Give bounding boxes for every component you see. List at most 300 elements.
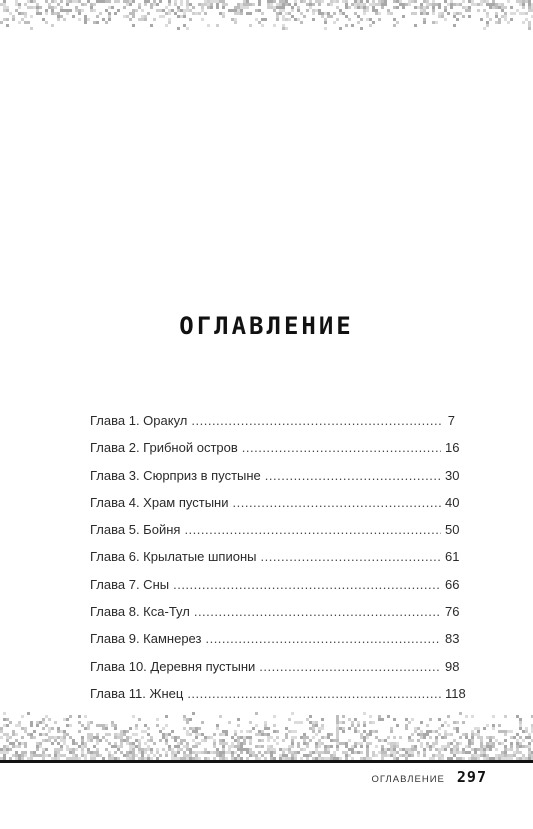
pixel — [3, 745, 6, 748]
pixel — [144, 0, 147, 3]
pixel — [66, 3, 69, 6]
pixel — [393, 751, 396, 754]
pixel — [342, 715, 345, 718]
pixel — [294, 721, 297, 724]
pixel — [219, 739, 222, 742]
pixel — [45, 748, 48, 751]
pixel — [198, 742, 201, 745]
pixel — [60, 739, 63, 742]
pixel — [246, 12, 249, 15]
pixel — [384, 0, 387, 3]
pixel — [495, 754, 498, 757]
pixel — [432, 12, 435, 15]
pixel — [279, 0, 282, 3]
pixel — [363, 9, 366, 12]
pixel — [90, 721, 93, 724]
pixel — [465, 9, 468, 12]
pixel — [243, 739, 246, 742]
pixel — [381, 3, 384, 6]
pixel — [528, 754, 531, 757]
pixel — [276, 15, 279, 18]
pixel — [408, 754, 411, 757]
toc-entry-page: 118 — [445, 685, 466, 701]
pixel — [135, 739, 138, 742]
pixel — [45, 754, 48, 757]
pixel — [342, 727, 345, 730]
toc-entry-page: 50 — [445, 522, 460, 538]
pixel — [519, 724, 522, 727]
pixel — [222, 751, 225, 754]
pixel — [213, 0, 216, 3]
pixel — [423, 21, 426, 24]
toc-entry[interactable] — [90, 576, 460, 604]
pixel — [114, 0, 117, 3]
pixel — [339, 721, 342, 724]
pixel — [381, 751, 384, 754]
pixel — [147, 739, 150, 742]
pixel — [468, 742, 471, 745]
pixel — [282, 751, 285, 754]
pixel — [210, 6, 213, 9]
pixel — [309, 6, 312, 9]
pixel — [162, 9, 165, 12]
pixel — [459, 12, 462, 15]
pixel — [276, 18, 279, 21]
pixel — [357, 3, 360, 6]
pixel — [477, 748, 480, 751]
pixel — [60, 9, 63, 12]
pixel — [246, 748, 249, 751]
pixel — [327, 745, 330, 748]
pixel — [69, 748, 72, 751]
toc-entry[interactable] — [90, 440, 460, 467]
pixel — [156, 748, 159, 751]
pixel — [471, 715, 474, 718]
pixel — [237, 724, 240, 727]
pixel — [279, 754, 282, 757]
pixel — [291, 15, 294, 18]
pixel — [525, 730, 528, 733]
pixel — [72, 751, 75, 754]
toc-leader-dots — [233, 495, 442, 511]
pixel — [6, 724, 9, 727]
pixel — [21, 742, 24, 745]
pixel — [18, 742, 21, 745]
pixel — [138, 748, 141, 751]
pixel — [204, 751, 207, 754]
pixel — [204, 736, 207, 739]
pixel — [93, 745, 96, 748]
pixel — [375, 12, 378, 15]
pixel — [60, 0, 63, 3]
pixel — [153, 3, 156, 6]
pixel — [36, 742, 39, 745]
pixel — [471, 730, 474, 733]
pixel — [165, 736, 168, 739]
toc-entry[interactable] — [90, 631, 460, 658]
pixel — [63, 754, 66, 757]
pixel — [186, 745, 189, 748]
pixel — [132, 751, 135, 754]
pixel — [30, 751, 33, 754]
pixel — [189, 18, 192, 21]
pixel — [207, 3, 210, 6]
pixel — [444, 730, 447, 733]
pixel — [129, 745, 132, 748]
pixel — [216, 6, 219, 9]
pixel — [108, 0, 111, 3]
pixel — [351, 745, 354, 748]
pixel — [264, 18, 267, 21]
pixel — [243, 748, 246, 751]
pixel — [504, 754, 507, 757]
pixel — [492, 6, 495, 9]
pixel — [111, 724, 114, 727]
pixel — [105, 724, 108, 727]
pixel — [261, 18, 264, 21]
pixel — [12, 742, 15, 745]
pixel — [378, 18, 381, 21]
pixel — [420, 9, 423, 12]
pixel — [399, 736, 402, 739]
pixel — [519, 742, 522, 745]
pixel — [240, 751, 243, 754]
pixel — [249, 12, 252, 15]
pixel — [471, 3, 474, 6]
pixel — [507, 730, 510, 733]
pixel — [15, 739, 18, 742]
pixel — [207, 751, 210, 754]
pixel — [186, 733, 189, 736]
toc-entry[interactable] — [90, 494, 460, 522]
pixel — [45, 739, 48, 742]
pixel — [378, 3, 381, 6]
pixel — [480, 751, 483, 754]
pixel — [453, 748, 456, 751]
pixel — [432, 21, 435, 24]
pixel — [417, 6, 420, 9]
pixel — [51, 727, 54, 730]
pixel — [216, 0, 219, 3]
pixel — [144, 748, 147, 751]
pixel — [282, 754, 285, 757]
toc-entry[interactable] — [90, 549, 460, 576]
pixel — [519, 721, 522, 724]
pixel — [525, 0, 528, 3]
toc-entry[interactable] — [90, 658, 460, 686]
pixel — [357, 742, 360, 745]
pixel — [399, 3, 402, 6]
pixel — [528, 0, 531, 3]
pixel — [15, 724, 18, 727]
pixel — [93, 9, 96, 12]
pixel — [363, 739, 366, 742]
pixel — [6, 733, 9, 736]
pixel — [393, 748, 396, 751]
pixel-pattern-top — [0, 0, 533, 30]
pixel — [243, 736, 246, 739]
pixel — [210, 736, 213, 739]
pixel — [336, 0, 339, 3]
pixel — [75, 0, 78, 3]
pixel — [297, 742, 300, 745]
pixel — [48, 6, 51, 9]
footer-section-title: ОГЛАВЛЕНИЕ — [371, 774, 445, 785]
pixel — [222, 739, 225, 742]
pixel — [159, 15, 162, 18]
pixel — [396, 6, 399, 9]
pixel — [141, 9, 144, 12]
pixel — [405, 727, 408, 730]
pixel — [177, 6, 180, 9]
pixel — [108, 751, 111, 754]
pixel — [231, 736, 234, 739]
pixel — [30, 721, 33, 724]
pixel — [147, 754, 150, 757]
pixel — [327, 748, 330, 751]
pixel — [273, 6, 276, 9]
table-of-contents — [90, 413, 466, 713]
pixel — [426, 745, 429, 748]
pixel — [33, 736, 36, 739]
pixel — [450, 3, 453, 6]
pixel — [321, 0, 324, 3]
pixel — [261, 730, 264, 733]
pixel — [261, 24, 264, 27]
pixel — [108, 6, 111, 9]
pixel — [360, 0, 363, 3]
pixel — [0, 3, 3, 6]
toc-entry-page: 76 — [445, 604, 460, 620]
pixel — [477, 736, 480, 739]
toc-leader-dots — [173, 577, 441, 593]
pixel — [378, 739, 381, 742]
pixel — [372, 730, 375, 733]
pixel — [453, 3, 456, 6]
pixel — [204, 0, 207, 3]
pixel — [321, 718, 324, 721]
pixel — [246, 3, 249, 6]
toc-entry-page: 66 — [445, 576, 460, 592]
pixel — [267, 748, 270, 751]
pixel — [411, 748, 414, 751]
toc-entry[interactable] — [90, 467, 460, 495]
pixel — [252, 754, 255, 757]
pixel — [489, 748, 492, 751]
pixel — [369, 24, 372, 27]
pixel — [465, 715, 468, 718]
pixel — [411, 718, 414, 721]
pixel — [177, 745, 180, 748]
pixel — [411, 751, 414, 754]
pixel — [360, 6, 363, 9]
pixel — [480, 3, 483, 6]
pixel — [225, 3, 228, 6]
pixel — [153, 754, 156, 757]
pixel — [462, 733, 465, 736]
pixel — [249, 730, 252, 733]
pixel — [66, 9, 69, 12]
pixel — [81, 754, 84, 757]
pixel — [84, 742, 87, 745]
pixel — [435, 748, 438, 751]
pixel — [96, 733, 99, 736]
pixel — [39, 754, 42, 757]
pixel — [522, 739, 525, 742]
pixel — [135, 745, 138, 748]
pixel — [309, 3, 312, 6]
pixel — [348, 739, 351, 742]
pixel — [165, 742, 168, 745]
pixel — [387, 9, 390, 12]
pixel — [462, 748, 465, 751]
pixel — [462, 751, 465, 754]
pixel — [249, 24, 252, 27]
pixel — [486, 742, 489, 745]
toc-entry[interactable] — [90, 413, 455, 440]
pixel — [381, 748, 384, 751]
pixel — [57, 742, 60, 745]
pixel — [456, 742, 459, 745]
pixel — [183, 715, 186, 718]
pixel — [516, 745, 519, 748]
pixel — [264, 721, 267, 724]
pixel — [168, 3, 171, 6]
pixel — [456, 748, 459, 751]
pixel — [336, 715, 339, 718]
pixel — [114, 724, 117, 727]
pixel — [330, 0, 333, 3]
pixel — [528, 745, 531, 748]
pixel — [249, 748, 252, 751]
pixel — [60, 15, 63, 18]
pixel — [33, 751, 36, 754]
pixel — [525, 18, 528, 21]
pixel — [459, 712, 462, 715]
pixel — [123, 6, 126, 9]
pixel — [336, 727, 339, 730]
pixel — [528, 24, 531, 27]
pixel — [189, 748, 192, 751]
pixel — [375, 3, 378, 6]
pixel — [216, 754, 219, 757]
pixel — [237, 3, 240, 6]
pixel — [336, 742, 339, 745]
pixel — [258, 9, 261, 12]
pixel — [177, 9, 180, 12]
pixel — [396, 0, 399, 3]
pixel — [414, 745, 417, 748]
pixel — [186, 718, 189, 721]
pixel — [78, 745, 81, 748]
pixel — [63, 736, 66, 739]
page-title: ОГЛАВЛЕНИЕ — [179, 312, 354, 340]
pixel — [351, 724, 354, 727]
pixel — [312, 730, 315, 733]
pixel — [447, 12, 450, 15]
pixel — [234, 6, 237, 9]
pixel — [24, 742, 27, 745]
pixel — [129, 736, 132, 739]
pixel — [282, 3, 285, 6]
pixel — [483, 27, 486, 30]
pixel — [423, 751, 426, 754]
pixel — [510, 18, 513, 21]
toc-entry[interactable] — [90, 604, 460, 631]
pixel — [234, 12, 237, 15]
pixel — [357, 6, 360, 9]
pixel — [222, 742, 225, 745]
pixel — [66, 12, 69, 15]
pixel — [54, 0, 57, 3]
pixel — [195, 736, 198, 739]
pixel — [183, 751, 186, 754]
pixel — [12, 733, 15, 736]
pixel — [99, 12, 102, 15]
pixel — [357, 730, 360, 733]
pixel — [126, 742, 129, 745]
toc-entry[interactable] — [90, 685, 466, 713]
pixel — [465, 6, 468, 9]
pixel — [219, 733, 222, 736]
toc-entry[interactable] — [90, 522, 460, 549]
pixel — [525, 12, 528, 15]
pixel — [366, 6, 369, 9]
pixel — [15, 754, 18, 757]
pixel — [93, 754, 96, 757]
pixel — [366, 754, 369, 757]
pixel — [435, 742, 438, 745]
pixel — [195, 751, 198, 754]
pixel — [192, 12, 195, 15]
pixel — [234, 751, 237, 754]
pixel — [324, 21, 327, 24]
pixel — [327, 736, 330, 739]
pixel — [45, 21, 48, 24]
pixel — [309, 715, 312, 718]
pixel — [435, 21, 438, 24]
pixel — [87, 733, 90, 736]
pixel — [432, 9, 435, 12]
pixel — [21, 18, 24, 21]
pixel — [390, 754, 393, 757]
pixel — [216, 727, 219, 730]
pixel — [234, 730, 237, 733]
pixel — [321, 12, 324, 15]
pixel — [132, 715, 135, 718]
pixel — [3, 18, 6, 21]
pixel — [180, 742, 183, 745]
toc-entry-label: Глава 9. Камнерез — [90, 631, 202, 647]
pixel — [36, 745, 39, 748]
pixel — [345, 6, 348, 9]
pixel — [441, 745, 444, 748]
pixel — [267, 751, 270, 754]
pixel — [273, 748, 276, 751]
pixel — [387, 736, 390, 739]
pixel — [477, 730, 480, 733]
pixel — [165, 724, 168, 727]
pixel — [60, 748, 63, 751]
pixel — [276, 730, 279, 733]
pixel — [213, 733, 216, 736]
pixel — [60, 745, 63, 748]
pixel — [480, 742, 483, 745]
pixel — [318, 739, 321, 742]
pixel — [42, 727, 45, 730]
pixel — [39, 721, 42, 724]
pixel — [129, 748, 132, 751]
